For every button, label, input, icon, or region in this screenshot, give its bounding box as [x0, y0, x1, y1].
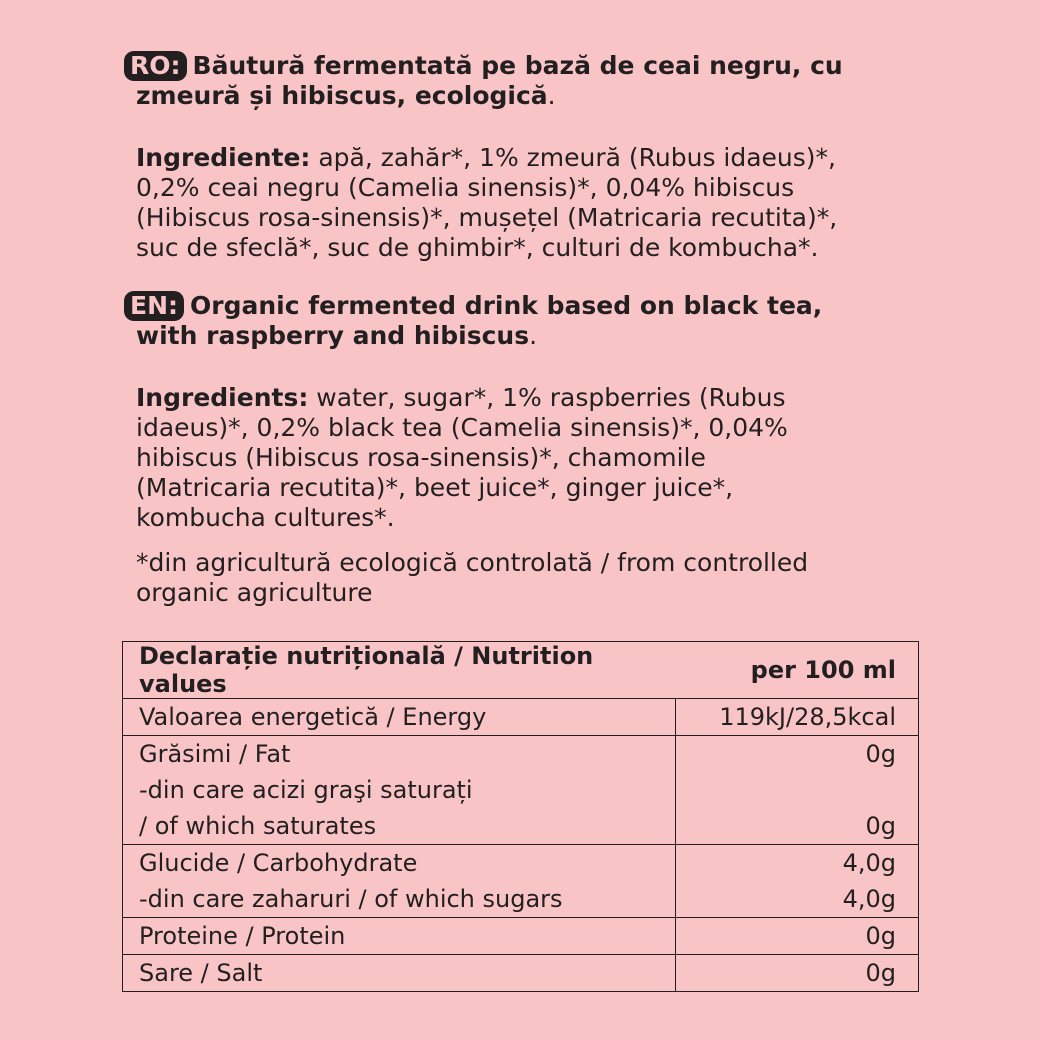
fat-value-cell [676, 736, 919, 845]
ro-heading-text1: Băutură fermentată pe bază de ceai negru, cu [192, 51, 843, 80]
energy-value: 119kJ/28,5kcal [719, 703, 896, 731]
ro-heading [130, 51, 916, 111]
protein-label: Proteine / Protein [139, 922, 346, 950]
fat-value: 0g [865, 740, 896, 768]
energy-label: Valoarea energetică / Energy [139, 703, 487, 731]
en-ingredients-line2: idaeus)*, 0,2% black tea (Camelia sinensis)*, 0,04% [136, 413, 788, 442]
salt-label-cell [123, 955, 676, 992]
saturates-value: 0g [865, 812, 896, 840]
ro-ingredients-text1: apă, zahăr*, 1% zmeură (Rubus idaeus)*, [310, 143, 837, 172]
energy-value-cell [676, 699, 919, 736]
value-spacer [692, 772, 896, 808]
organic-footnote [136, 548, 916, 608]
en-ingredients-line4: (Matricaria recutita)*, beet juice*, ginger juice*, [136, 473, 734, 502]
protein-value-cell [676, 918, 919, 955]
saturates-label-line2: / of which saturates [139, 812, 377, 840]
en-language-tag: EN: [124, 291, 184, 321]
footnote-line1: *din agricultură ecologică controlată / from controlled [136, 548, 809, 577]
protein-value: 0g [865, 922, 896, 950]
en-ingredients [136, 383, 916, 533]
ro-language-tag: RO: [124, 51, 187, 81]
fat-label-cell [123, 736, 676, 845]
nutrition-title: Declarație nutrițională / Nutrition values [123, 642, 676, 699]
ro-heading-line2 [136, 81, 916, 111]
ro-ingredients-line1 [136, 143, 916, 173]
nutrition-row-salt [123, 955, 919, 992]
nutrition-table [122, 641, 919, 992]
footnote-line2: organic agriculture [136, 578, 373, 607]
carbohydrate-label: Glucide / Carbohydrate [139, 849, 418, 877]
nutrition-header-row [123, 642, 919, 699]
en-ingredients-line3: hibiscus (Hibiscus rosa-sinensis)*, chamomile [136, 443, 706, 472]
saturates-label-line1: -din care acizi graşi saturați [139, 776, 473, 804]
en-ingredients-text1: water, sugar*, 1% raspberries (Rubus [308, 383, 786, 412]
ro-heading-text2: zmeură și hibiscus, ecologică [136, 81, 548, 110]
en-heading-line1 [130, 291, 916, 321]
en-heading-line2 [136, 321, 916, 351]
salt-value-cell [676, 955, 919, 992]
ro-ingredients-line3: (Hibiscus rosa-sinensis)*, mușețel (Matricaria recutita)*, [136, 203, 838, 232]
en-ingredients-line5: kombucha cultures*. [136, 503, 395, 532]
nutrition-row-energy [123, 699, 919, 736]
salt-label: Sare / Salt [139, 959, 263, 987]
en-ingredients-label: Ingredients: [136, 383, 309, 412]
en-heading [130, 291, 916, 351]
carb-value-cell [676, 845, 919, 918]
en-heading-text2: with raspberry and hibiscus [136, 321, 530, 350]
ro-heading-line1 [130, 51, 916, 81]
nutrition-row-carbohydrate [123, 845, 919, 918]
ro-ingredients-line4: suc de sfeclă*, suc de ghimbir*, culturi de kombucha*. [136, 233, 819, 262]
nutrition-row-fat [123, 736, 919, 845]
en-heading-end: . [529, 321, 538, 350]
ro-ingredients-line2: 0,2% ceai negru (Camelia sinensis)*, 0,04% hibiscus [136, 173, 795, 202]
nutrition-row-protein [123, 918, 919, 955]
energy-label-cell [123, 699, 676, 736]
carb-label-cell [123, 845, 676, 918]
ro-ingredients [136, 143, 916, 263]
sugars-value: 4,0g [842, 885, 896, 913]
fat-label: Grăsimi / Fat [139, 740, 291, 768]
salt-value: 0g [865, 959, 896, 987]
sugars-label: -din care zaharuri / of which sugars [139, 885, 563, 913]
protein-label-cell [123, 918, 676, 955]
en-ingredients-line1 [136, 383, 916, 413]
nutrition-per-unit: per 100 ml [676, 642, 919, 699]
en-heading-text1: Organic fermented drink based on black tea, [190, 291, 823, 320]
ro-heading-end: . [547, 81, 556, 110]
carbohydrate-value: 4,0g [842, 849, 896, 877]
ro-ingredients-label: Ingrediente: [136, 143, 311, 172]
